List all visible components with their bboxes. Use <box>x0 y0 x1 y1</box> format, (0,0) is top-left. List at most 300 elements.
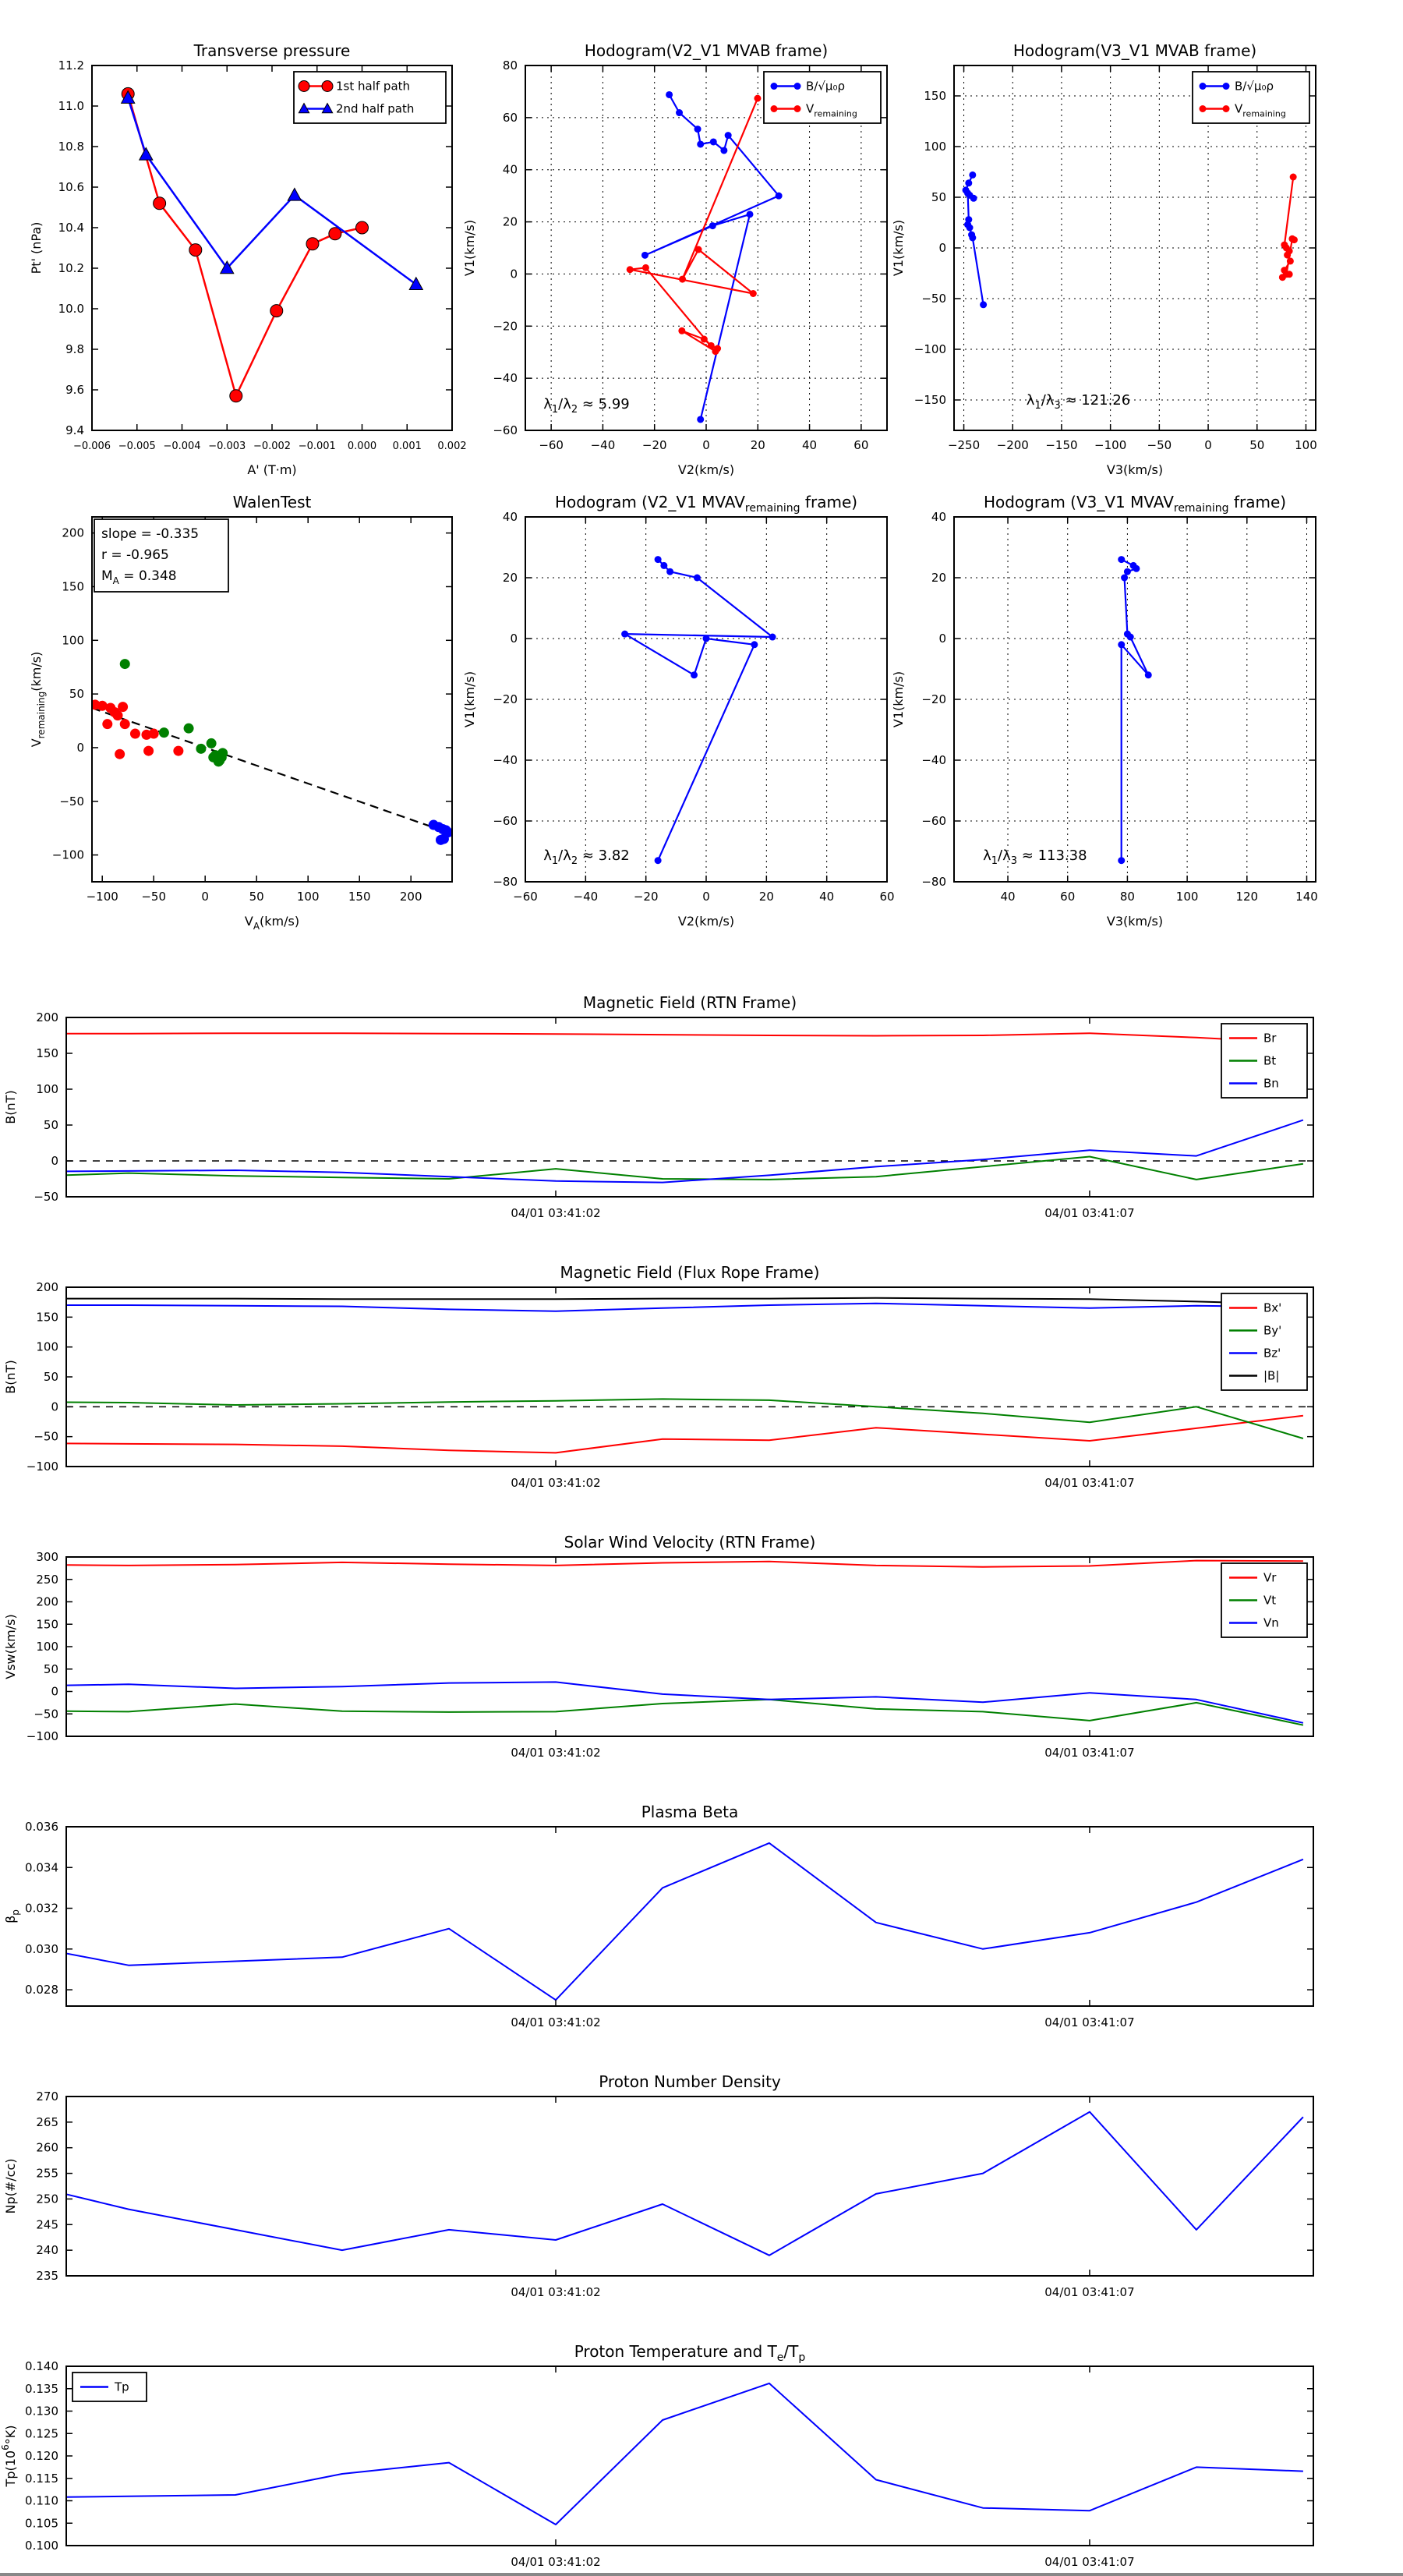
marker-triangle <box>140 147 153 160</box>
stats-line <box>101 547 169 563</box>
label-part: 0.110 <box>25 2493 58 2508</box>
y-tick-label <box>58 302 84 316</box>
label-part: −40 <box>573 890 599 904</box>
label-part: λ <box>543 847 552 864</box>
marker-circle <box>230 390 242 402</box>
series-group <box>22 2112 1303 2256</box>
x-tick-label <box>879 890 894 904</box>
label-part: 04/01 03:41:07 <box>1044 1746 1135 1760</box>
y-tick-label <box>25 2426 58 2440</box>
label-part: −0.004 <box>163 441 201 452</box>
marker-dot <box>621 631 628 638</box>
label-part: 20 <box>931 571 946 585</box>
x-tick-label <box>141 890 166 904</box>
marker-dot <box>697 416 704 423</box>
x-tick-label <box>539 438 564 452</box>
chart-mag-field-flux-rope <box>3 1263 1313 1490</box>
label-part: V3(km/s) <box>1106 914 1164 929</box>
label-part: e <box>776 2351 784 2364</box>
label-part: 1 <box>551 403 559 416</box>
label-part: 0 <box>702 890 710 904</box>
y-tick-label <box>25 1860 58 1874</box>
series-group <box>122 87 423 402</box>
x-tick-label <box>299 441 336 452</box>
x-tick-label <box>1120 890 1135 904</box>
marker-dot <box>967 225 974 232</box>
label-part: −50 <box>921 292 946 306</box>
x-tick-label <box>1060 890 1075 904</box>
marker-dot <box>1118 641 1125 648</box>
marker-dot <box>1291 236 1298 243</box>
series-Tp <box>22 2383 1303 2525</box>
y-tick-label <box>503 215 518 229</box>
marker-dot <box>709 222 716 229</box>
label-part: V <box>1235 101 1243 116</box>
label-part: 20 <box>750 438 765 452</box>
label-part: B(nT) <box>3 1360 18 1394</box>
y-tick-label <box>34 1430 58 1444</box>
label-part: −50 <box>34 1429 58 1444</box>
y-tick-label <box>27 1729 58 1743</box>
x-tick-label <box>1295 438 1317 452</box>
label-part: remaining <box>814 108 857 119</box>
chart-hodogram-v2v1-mvab <box>462 41 887 477</box>
marker-dot <box>980 301 987 308</box>
y-tick-label <box>51 1685 58 1699</box>
y-axis-label <box>3 1909 21 1923</box>
label-part: 60 <box>1060 890 1076 904</box>
marker-circle <box>356 221 369 234</box>
y-tick-label <box>62 579 84 593</box>
label-part: 150 <box>348 890 371 904</box>
y-tick-label <box>62 633 84 647</box>
label-part: 2nd half path <box>336 101 415 116</box>
label-part: 1 <box>551 855 559 867</box>
label-part: Vr <box>1263 1570 1277 1585</box>
x-tick-label <box>1000 890 1015 904</box>
marker-dot <box>102 719 112 729</box>
label-part: frame) <box>800 493 858 511</box>
label-part: −0.002 <box>253 441 292 452</box>
label-part: −80 <box>921 875 946 889</box>
x-tick-label <box>1235 890 1258 904</box>
label-part: 0.028 <box>25 1983 58 1997</box>
y-tick-label <box>25 1902 58 1916</box>
marker-dot <box>725 132 732 139</box>
label-part: 0.030 <box>25 1941 58 1956</box>
label-part: 265 <box>36 2114 58 2129</box>
stats-line <box>101 568 177 586</box>
label-part: /λ <box>1041 392 1055 409</box>
series-group <box>627 91 783 423</box>
y-tick-label <box>58 58 84 73</box>
label-part: remaining <box>744 502 800 515</box>
label-part: 0 <box>1204 438 1212 452</box>
y-tick-label <box>51 1154 58 1168</box>
label-part: Bn <box>1263 1076 1279 1091</box>
marker-dot <box>115 749 125 759</box>
label-part: /T <box>783 2342 799 2361</box>
y-tick-label <box>938 632 946 646</box>
y-tick-label <box>36 2217 58 2231</box>
marker-dot <box>720 147 727 154</box>
label-part: By' <box>1263 1323 1282 1338</box>
label-part: V1(km/s) <box>891 671 906 728</box>
y-axis-label <box>891 671 906 727</box>
y-tick-label <box>493 753 518 767</box>
label-part: A <box>112 575 119 586</box>
time-tick-label <box>511 2015 600 2029</box>
label-part: 04/01 03:41:02 <box>511 1206 601 1220</box>
label-part: Transverse pressure <box>193 41 351 60</box>
label-part: V <box>29 738 44 748</box>
label-part: 1st half path <box>336 79 411 94</box>
label-part: 80 <box>1119 890 1135 904</box>
label-part: 100 <box>62 633 84 648</box>
axes-frame <box>66 1827 1313 2006</box>
marker-dot <box>666 568 673 575</box>
label-part: M <box>101 568 113 584</box>
label-part: λ <box>983 847 991 864</box>
label-part: V3(km/s) <box>1106 462 1164 477</box>
label-part: 0.140 <box>25 2359 58 2373</box>
marker-dot <box>1290 174 1297 181</box>
marker-dot <box>747 211 754 218</box>
y-tick-label <box>36 1617 58 1631</box>
x-tick-label <box>948 438 980 452</box>
marker-dot <box>1121 575 1128 582</box>
marker-dot <box>1223 83 1230 90</box>
label-part: 04/01 03:41:07 <box>1044 1476 1135 1490</box>
label-part: ≈ 121.26 <box>1060 392 1131 409</box>
legend-label <box>806 80 845 94</box>
marker-dot <box>113 710 123 720</box>
chart-transverse-pressure <box>29 41 467 477</box>
y-tick-label <box>931 571 946 585</box>
y-tick-label <box>34 1707 58 1721</box>
series-group <box>22 1843 1303 2000</box>
y-tick-label <box>931 190 946 204</box>
label-part: 11.2 <box>58 58 84 73</box>
time-tick-label <box>1044 1206 1134 1220</box>
x-axis-label <box>245 914 299 932</box>
label-part: Tp(10 <box>3 2450 18 2487</box>
marker-dot <box>130 729 140 739</box>
label-part: −40 <box>590 438 616 452</box>
marker-dot <box>118 702 128 712</box>
label-part: 100 <box>36 1082 58 1096</box>
y-tick-label <box>921 753 946 767</box>
y-tick-label <box>25 2359 58 2373</box>
marker-triangle <box>409 278 422 290</box>
label-part: 40 <box>502 510 518 524</box>
label-part: 0 <box>510 632 518 646</box>
x-axis-label <box>1107 914 1163 929</box>
y-tick-label <box>503 163 518 177</box>
series-group <box>22 1561 1303 1725</box>
label-part: V <box>806 101 815 116</box>
time-tick-label <box>1044 2555 1134 2569</box>
series-Bz' <box>22 1304 1303 1311</box>
legend-label <box>1263 1324 1281 1338</box>
x-tick-label <box>1295 890 1318 904</box>
chart-walen-test <box>29 493 453 932</box>
label-part: Proton Number Density <box>599 2072 781 2091</box>
label-part: V2(km/s) <box>677 462 735 477</box>
marker-dot <box>1118 556 1125 563</box>
label-part: /λ <box>558 395 571 412</box>
label-part: 100 <box>1295 438 1317 452</box>
label-part: 10.8 <box>58 140 84 154</box>
y-tick-label <box>493 692 518 706</box>
label-part: 40 <box>502 162 518 177</box>
y-axis-label <box>29 652 47 748</box>
label-part: A' (T·m) <box>247 462 297 477</box>
label-part: Solar Wind Velocity (RTN Frame) <box>564 1533 816 1552</box>
y-tick-label <box>65 342 84 356</box>
marker-dot <box>691 671 698 678</box>
marker-dot <box>969 172 976 179</box>
time-tick-label <box>1044 2285 1134 2299</box>
label-part: 6 <box>0 2444 11 2450</box>
chart-title <box>560 1263 820 1282</box>
label-part: 80 <box>502 58 518 73</box>
x-tick-label <box>513 890 538 904</box>
y-tick-label <box>25 2494 58 2508</box>
label-part: 60 <box>853 438 869 452</box>
label-part: remaining <box>1173 502 1229 515</box>
label-part: λ <box>543 395 552 412</box>
label-part: 04/01 03:41:02 <box>511 1476 601 1490</box>
series-Bt <box>22 1157 1303 1180</box>
label-part: 20 <box>502 214 518 229</box>
series-group <box>90 659 453 845</box>
label-part: 200 <box>399 890 422 904</box>
label-part: −0.005 <box>118 441 156 452</box>
x-tick-label <box>348 441 376 452</box>
series-V-hodogram <box>625 560 773 861</box>
label-part: 0.115 <box>25 2471 58 2486</box>
label-part: −40 <box>493 753 518 767</box>
x-tick-label <box>118 441 156 452</box>
label-part: −20 <box>493 319 518 334</box>
label-part: 0.032 <box>25 1901 58 1916</box>
legend-label <box>336 80 410 94</box>
label-part: 120 <box>1235 890 1259 904</box>
label-part: 04/01 03:41:02 <box>511 2555 601 2569</box>
marker-dot <box>1127 634 1134 641</box>
label-part: 140 <box>1295 890 1318 904</box>
label-part: 40 <box>819 890 835 904</box>
chart-title <box>193 41 351 60</box>
label-part: 50 <box>43 1370 58 1384</box>
marker-dot <box>1223 105 1230 112</box>
label-part: −100 <box>914 342 946 356</box>
chart-plasma-beta <box>3 1803 1313 2029</box>
marker-dot <box>965 179 972 186</box>
time-tick-label <box>1044 1476 1134 1490</box>
label-part: Magnetic Field (Flux Rope Frame) <box>560 1263 820 1282</box>
axes-frame <box>66 2366 1313 2546</box>
label-part: −0.001 <box>298 441 336 452</box>
y-tick-label <box>52 848 84 862</box>
label-part: 9.6 <box>65 383 84 397</box>
label-part: ≈ 5.99 <box>578 395 630 412</box>
x-tick-label <box>348 890 371 904</box>
legend-label <box>1263 1369 1279 1383</box>
label-part: Hodogram(V3_V1 MVAB frame) <box>1012 41 1257 60</box>
marker-dot <box>184 724 194 734</box>
x-axis-label <box>1107 462 1163 477</box>
x-tick-label <box>634 890 659 904</box>
time-tick-label <box>1044 1746 1134 1760</box>
y-tick-label <box>76 741 84 755</box>
x-tick-label <box>759 890 774 904</box>
label-part: 50 <box>43 1118 58 1132</box>
label-part: −150 <box>1045 438 1078 452</box>
label-part: 260 <box>36 2140 58 2155</box>
marker-dot <box>794 105 801 112</box>
label-part: 20 <box>502 571 518 585</box>
y-tick-label <box>36 1550 58 1564</box>
marker-dot <box>1283 271 1290 278</box>
label-part: WalenTest <box>232 493 312 511</box>
label-part: /λ <box>558 847 571 864</box>
label-part: 200 <box>36 1010 58 1024</box>
y-tick-label <box>58 180 84 194</box>
label-part: −100 <box>1094 438 1127 452</box>
time-tick-label <box>511 2285 600 2299</box>
marker-dot <box>173 746 183 756</box>
axes-frame <box>66 1557 1313 1736</box>
y-tick-label <box>62 526 84 540</box>
y-tick-label <box>25 2382 58 2396</box>
marker-dot <box>970 195 977 202</box>
label-part: 10.6 <box>58 180 84 194</box>
marker-dot <box>969 235 976 242</box>
label-part: −20 <box>921 692 946 706</box>
label-part: 0.000 <box>347 441 377 452</box>
label-part: 150 <box>36 1046 58 1060</box>
y-tick-label <box>36 1280 58 1294</box>
series-Vr <box>22 1561 1303 1567</box>
label-part: (km/s) <box>29 651 44 692</box>
label-part: 100 <box>1175 890 1199 904</box>
x-tick-label <box>751 438 765 452</box>
y-tick-label <box>36 2141 58 2155</box>
label-part: −250 <box>947 438 981 452</box>
marker-circle <box>306 238 319 250</box>
x-tick-label <box>819 890 834 904</box>
y-axis-label <box>3 1360 18 1393</box>
label-part: 3 <box>1010 855 1018 867</box>
marker-circle <box>299 81 309 92</box>
legend-label <box>1263 1054 1276 1068</box>
x-tick-label <box>73 441 111 452</box>
x-axis-label <box>247 462 296 477</box>
label-part: 04/01 03:41:07 <box>1044 2285 1135 2299</box>
series-beta-p <box>22 1843 1303 2000</box>
axes-frame <box>66 2097 1313 2276</box>
label-part: 150 <box>62 579 84 594</box>
marker-dot <box>708 342 715 349</box>
y-tick-label <box>503 111 518 125</box>
label-part: 50 <box>69 687 84 702</box>
y-tick-label <box>58 99 84 113</box>
label-part: Proton Temperature and T <box>574 2342 777 2361</box>
x-tick-label <box>997 438 1029 452</box>
chart-title <box>599 2072 781 2091</box>
x-tick-label <box>297 890 320 904</box>
y-tick-label <box>914 393 946 407</box>
label-part: 40 <box>1000 890 1016 904</box>
series-group <box>621 556 776 864</box>
y-tick-label <box>36 2167 58 2181</box>
series-fit-line <box>92 708 452 834</box>
label-part: −60 <box>493 423 518 437</box>
legend-label <box>1263 1077 1279 1091</box>
y-axis-label <box>3 1090 18 1123</box>
stats-line <box>101 526 199 542</box>
marker-dot <box>750 290 757 297</box>
label-part: remaining <box>36 691 47 739</box>
chart-title <box>1013 41 1256 60</box>
marker-circle <box>154 197 166 210</box>
y-tick-label <box>931 510 946 524</box>
label-part: 245 <box>36 2217 58 2232</box>
y-tick-label <box>36 1640 58 1654</box>
label-part: −60 <box>493 814 518 828</box>
y-tick-label <box>36 2115 58 2129</box>
label-part: −0.003 <box>208 441 246 452</box>
label-part: 04/01 03:41:07 <box>1044 1206 1135 1220</box>
chart-mag-field-rtn <box>3 993 1313 1220</box>
marker-dot <box>214 756 224 766</box>
marker-dot <box>655 556 662 563</box>
label-part: 300 <box>36 1550 58 1564</box>
label-part: V1(km/s) <box>462 671 477 728</box>
marker-dot <box>196 744 206 754</box>
label-part: remaining <box>1242 108 1286 119</box>
marker-dot <box>666 91 673 98</box>
label-part: A <box>253 921 260 932</box>
x-tick-label <box>574 890 599 904</box>
marker-circle <box>329 228 341 240</box>
marker-dot <box>1118 857 1125 864</box>
label-part: r = -0.965 <box>101 547 169 563</box>
x-tick-label <box>437 441 466 452</box>
label-part: 0 <box>938 632 946 646</box>
label-part: 0.130 <box>25 2404 58 2419</box>
y-axis-label <box>3 2159 18 2214</box>
series-2nd half path <box>128 98 416 285</box>
label-part: −50 <box>59 794 84 809</box>
label-part: 250 <box>36 2192 58 2206</box>
y-tick-label <box>924 140 946 154</box>
x-tick-label <box>208 441 246 452</box>
label-part: 2 <box>571 855 578 867</box>
annotation-lambda <box>983 847 1087 867</box>
chart-title <box>641 1803 739 1821</box>
y-tick-label <box>921 292 946 306</box>
y-tick-label <box>36 1082 58 1096</box>
y-tick-label <box>34 1190 58 1204</box>
label-part: 2 <box>571 403 578 416</box>
y-tick-label <box>36 2269 58 2283</box>
label-part: 0 <box>51 1399 58 1414</box>
label-part: 10.2 <box>58 261 84 275</box>
label-part: 40 <box>802 438 818 452</box>
